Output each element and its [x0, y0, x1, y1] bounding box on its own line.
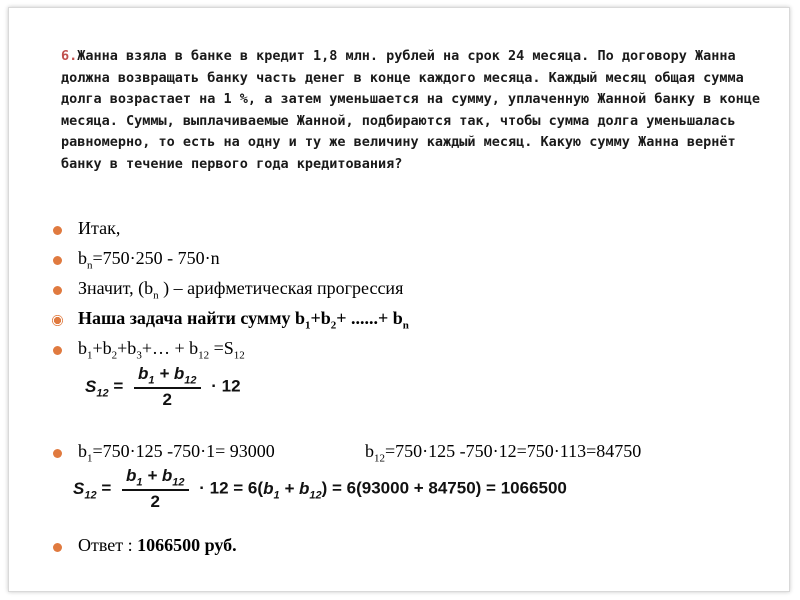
b1-rest: =750·125 -750·1= 93000 [92, 441, 275, 461]
f2-mid-b: b [263, 478, 274, 498]
answer-value: 1066500 руб. [137, 535, 237, 555]
znachit-post: ) – арифметическая прогрессия [158, 278, 404, 298]
sum-b2: +b [92, 338, 112, 358]
f2-den: 2 [150, 492, 160, 512]
f2-eq: = [101, 478, 112, 498]
sum-s12b: 12 [233, 349, 245, 362]
sum-s2: 2 [111, 349, 118, 362]
problem-statement [61, 46, 761, 176]
itak-text: Итак, [78, 218, 121, 238]
f1-fraction [134, 364, 201, 410]
task-mid2: + ......+ b [336, 308, 403, 328]
formula-s12 [85, 364, 241, 410]
bullet-dot [53, 286, 62, 295]
f1-num-s12: 12 [184, 374, 197, 387]
f1-s-sub: 12 [96, 387, 109, 400]
task-s1: 1 [304, 319, 311, 332]
b1-b: b [78, 441, 87, 461]
slide [8, 7, 790, 592]
f1-tail: · 12 [211, 376, 241, 396]
problem-number: 6. [61, 48, 78, 64]
bullet-star [52, 315, 63, 326]
f1-num-plus: + b [154, 364, 185, 383]
task-mid1: +b [310, 308, 331, 328]
f2-num-s1: 1 [136, 476, 143, 489]
sum-dots: +… + b [141, 338, 199, 358]
f2-num-b1: b [126, 466, 137, 485]
bn-sub: n [87, 259, 93, 272]
sum-b1: b [78, 338, 87, 358]
f1-eq: = [113, 376, 124, 396]
f2-mid2: ) = 6(93000 + 84750) = 1066500 [321, 478, 567, 498]
znachit-pre: Значит, (b [78, 278, 154, 298]
b12-b: b [365, 441, 374, 461]
bullet-dot [53, 449, 62, 458]
bullet-dot [53, 226, 62, 235]
f2-num-plus: + b [142, 466, 173, 485]
bullet-dot [53, 256, 62, 265]
f2-mid1: · 12 = 6( [199, 478, 264, 498]
f2-s-sub: 12 [84, 489, 97, 502]
b12-rest: =750·125 -750·12=750·113=84750 [385, 441, 642, 461]
problem-text: Жанна взяла в банке в кредит 1,8 млн. рублей на срок 24 месяца. По договору Жанна должна возвращать банку часть денег в конце каждого месяца. Каждый месяц общая сумма долга возрастает на 1 %, а затем уменьшается на сумму, уплаченную Жанной банку в конце месяца. Суммы, выплачиваемые Жанной, подбираются так, чтобы сумма долга уменьшалась равномерно, то есть на одну и ту же величину каждый месяц. Какую сумму Жанна вернёт банку в течение первого года кредитования? [61, 48, 760, 172]
sum-s1: 1 [87, 349, 93, 362]
b1-sub: 1 [87, 452, 93, 465]
f1-den: 2 [162, 390, 172, 410]
task-pre: Наша задача найти сумму b [78, 308, 305, 328]
bn-rest: =750·250 - 750·n [92, 248, 220, 268]
bullet-dot [53, 346, 62, 355]
f2-mid-plus: + b [279, 478, 310, 498]
f1-num-s1: 1 [148, 374, 155, 387]
b12-sub: 12 [374, 452, 385, 465]
f2-num-s12: 12 [172, 476, 185, 489]
sum-s12: 12 [198, 349, 210, 362]
sum-s3: 3 [136, 349, 142, 362]
formula-result [73, 466, 567, 512]
sum-b3: +b [117, 338, 137, 358]
task-s3: n [402, 319, 409, 332]
f1-s: S [85, 376, 97, 396]
answer-label: Ответ : [78, 535, 138, 555]
f1-num-b1: b [138, 364, 149, 383]
f2-mid-s1: 1 [273, 489, 280, 502]
sum-eq: =S [209, 338, 234, 358]
f2-s: S [73, 478, 85, 498]
bn-b: b [78, 248, 87, 268]
task-s2: 2 [330, 319, 337, 332]
f2-mid-s12: 12 [309, 489, 322, 502]
znachit-sub: n [153, 289, 159, 302]
bullet-dot [53, 543, 62, 552]
f2-fraction [122, 466, 189, 512]
